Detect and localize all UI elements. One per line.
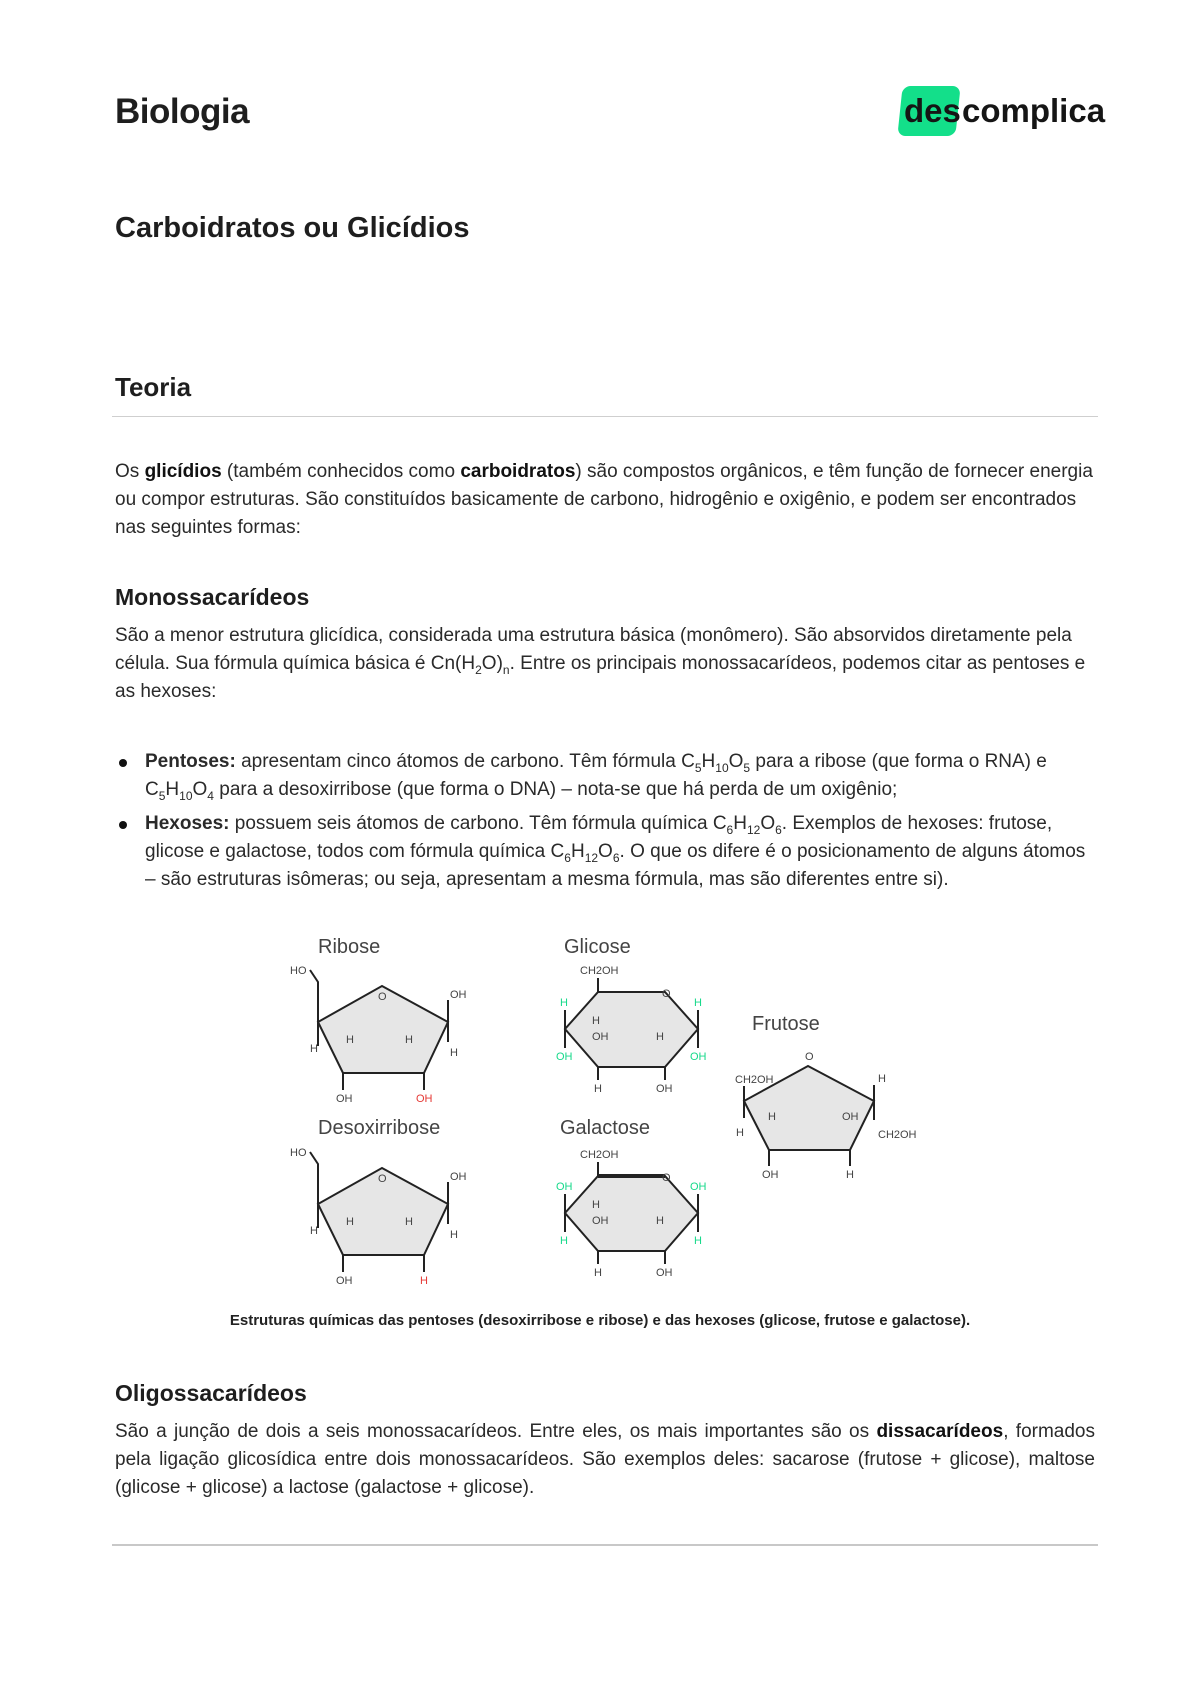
svg-text:OH: OH <box>690 1181 707 1193</box>
section-title: Teoria <box>115 372 192 402</box>
svg-text:O: O <box>378 1173 387 1185</box>
svg-text:O: O <box>662 1172 671 1184</box>
svg-text:O: O <box>805 1051 814 1063</box>
svg-text:CH2OH: CH2OH <box>878 1129 917 1141</box>
svg-text:OH: OH <box>656 1083 673 1095</box>
svg-text:OH: OH <box>690 1051 707 1063</box>
svg-text:H: H <box>656 1031 664 1043</box>
logo-text-des: des <box>904 92 961 129</box>
svg-text:H: H <box>346 1216 354 1228</box>
svg-text:H: H <box>560 1235 568 1247</box>
svg-text:H: H <box>878 1073 886 1085</box>
svg-text:OH: OH <box>336 1275 353 1287</box>
svg-text:H: H <box>450 1229 458 1241</box>
svg-text:H: H <box>594 1267 602 1279</box>
figure-caption: Estruturas químicas das pentoses (desoxirribose e ribose) e das hexoses (glicose, frutose e galactose). <box>229 1312 971 1329</box>
document-title: Carboidratos ou Glicídios <box>115 212 470 244</box>
footer-divider <box>112 1544 1098 1546</box>
svg-text:HO: HO <box>290 1147 307 1159</box>
svg-text:H: H <box>450 1047 458 1059</box>
svg-text:HO: HO <box>290 965 307 977</box>
glicose-title: Glicose <box>564 936 631 958</box>
svg-text:OH: OH <box>450 989 467 1001</box>
svg-text:H: H <box>656 1215 664 1227</box>
svg-text:CH2OH: CH2OH <box>735 1074 774 1086</box>
svg-text:OH: OH <box>556 1051 573 1063</box>
svg-text:OH: OH <box>416 1093 433 1105</box>
ribose-title: Ribose <box>318 936 381 958</box>
bullet-dot <box>119 821 127 829</box>
oligossacarideos-paragraph: São a junção de dois a seis monossacarídeos. Entre eles, os mais importantes são os dissacarídeos, formados pela ligação glicosídica entre dois monossacarídeos. São exemplos deles: sacarose (frutose + glicose), maltose (glicose + glicose) a lactose (galactose + glicose). <box>115 1421 1095 1498</box>
svg-text:H: H <box>420 1275 428 1287</box>
svg-text:OH: OH <box>450 1171 467 1183</box>
oligossacarideos-heading: Oligossacarídeos <box>115 1380 307 1406</box>
svg-text:H: H <box>736 1127 744 1139</box>
monossacarideos-paragraph: São a menor estrutura glicídica, considerada uma estrutura básica (monômero). São absorvidos diretamente pela célula. Sua fórmula química básica é $Cn(H_2O)_n$. Entre os principais monossacarídeos, podemos citar as pentoses e as hexoses: <box>115 625 1086 702</box>
monossacarideos-heading: Monossacarídeos <box>115 584 310 610</box>
svg-text:OH: OH <box>842 1111 859 1123</box>
svg-text:OH: OH <box>592 1215 609 1227</box>
frutose-structure <box>735 1051 917 1181</box>
svg-text:H: H <box>592 1199 600 1211</box>
svg-text:OH: OH <box>336 1093 353 1105</box>
list-item-hexoses: Hexoses: possuem seis átomos de carbono. Têm fórmula química $C_6H_{12}O_6$. Exemplos de hexoses: frutose, glicose e galactose, todos com fórmula química $C_6H_{12}O_6$. O que os difere é o posicionamento de alguns átomos – são estruturas isômeras; ou seja, apresentam a mesma fórmula, mas são diferentes entre si). <box>145 810 1095 894</box>
svg-text:H: H <box>310 1225 318 1237</box>
svg-text:OH: OH <box>556 1181 573 1193</box>
list-item-pentoses: Pentoses: apresentam cinco átomos de carbono. Têm fórmula $C_5H_{10}O_5$ para a ribose (que forma o RNA) e $C_5H_{10}O_4$ para a desoxirribose (que forma o DNA) – nota-se que há perda de um oxigênio; <box>145 748 1095 804</box>
svg-text:H: H <box>405 1216 413 1228</box>
svg-text:H: H <box>768 1111 776 1123</box>
carbohydrate-structures-figure <box>280 930 930 1300</box>
svg-text:H: H <box>592 1015 600 1027</box>
logo-text-complica: complica <box>962 92 1106 129</box>
svg-text:H: H <box>694 1235 702 1247</box>
section-divider <box>112 416 1098 417</box>
svg-text:O: O <box>662 988 671 1000</box>
svg-text:H: H <box>560 997 568 1009</box>
svg-text:H: H <box>310 1043 318 1055</box>
svg-text:H: H <box>694 997 702 1009</box>
svg-text:H: H <box>346 1034 354 1046</box>
galactose-title: Galactose <box>560 1117 651 1139</box>
svg-text:CH2OH: CH2OH <box>580 1149 619 1161</box>
intro-paragraph: Os glicídios (também conhecidos como carboidratos) são compostos orgânicos, e têm função de fornecer energia ou compor estruturas. São constituídos basicamente de carbono, hidrogênio e oxigênio, e podem ser encontrados nas seguintes formas: <box>115 461 1093 538</box>
galactose-structure <box>556 1149 707 1279</box>
ribose-structure <box>290 965 467 1105</box>
bullet-dot <box>119 759 127 767</box>
svg-text:OH: OH <box>762 1169 779 1181</box>
desoxirribose-title: Desoxirribose <box>318 1117 441 1139</box>
svg-text:OH: OH <box>656 1267 673 1279</box>
subject-title: Biologia <box>115 92 250 131</box>
svg-text:H: H <box>405 1034 413 1046</box>
svg-text:H: H <box>594 1083 602 1095</box>
svg-text:OH: OH <box>592 1031 609 1043</box>
glicose-structure <box>556 965 707 1095</box>
frutose-title: Frutose <box>752 1013 820 1035</box>
svg-text:CH2OH: CH2OH <box>580 965 619 977</box>
svg-text:H: H <box>846 1169 854 1181</box>
svg-text:O: O <box>378 991 387 1003</box>
desoxirribose-structure <box>290 1147 467 1287</box>
